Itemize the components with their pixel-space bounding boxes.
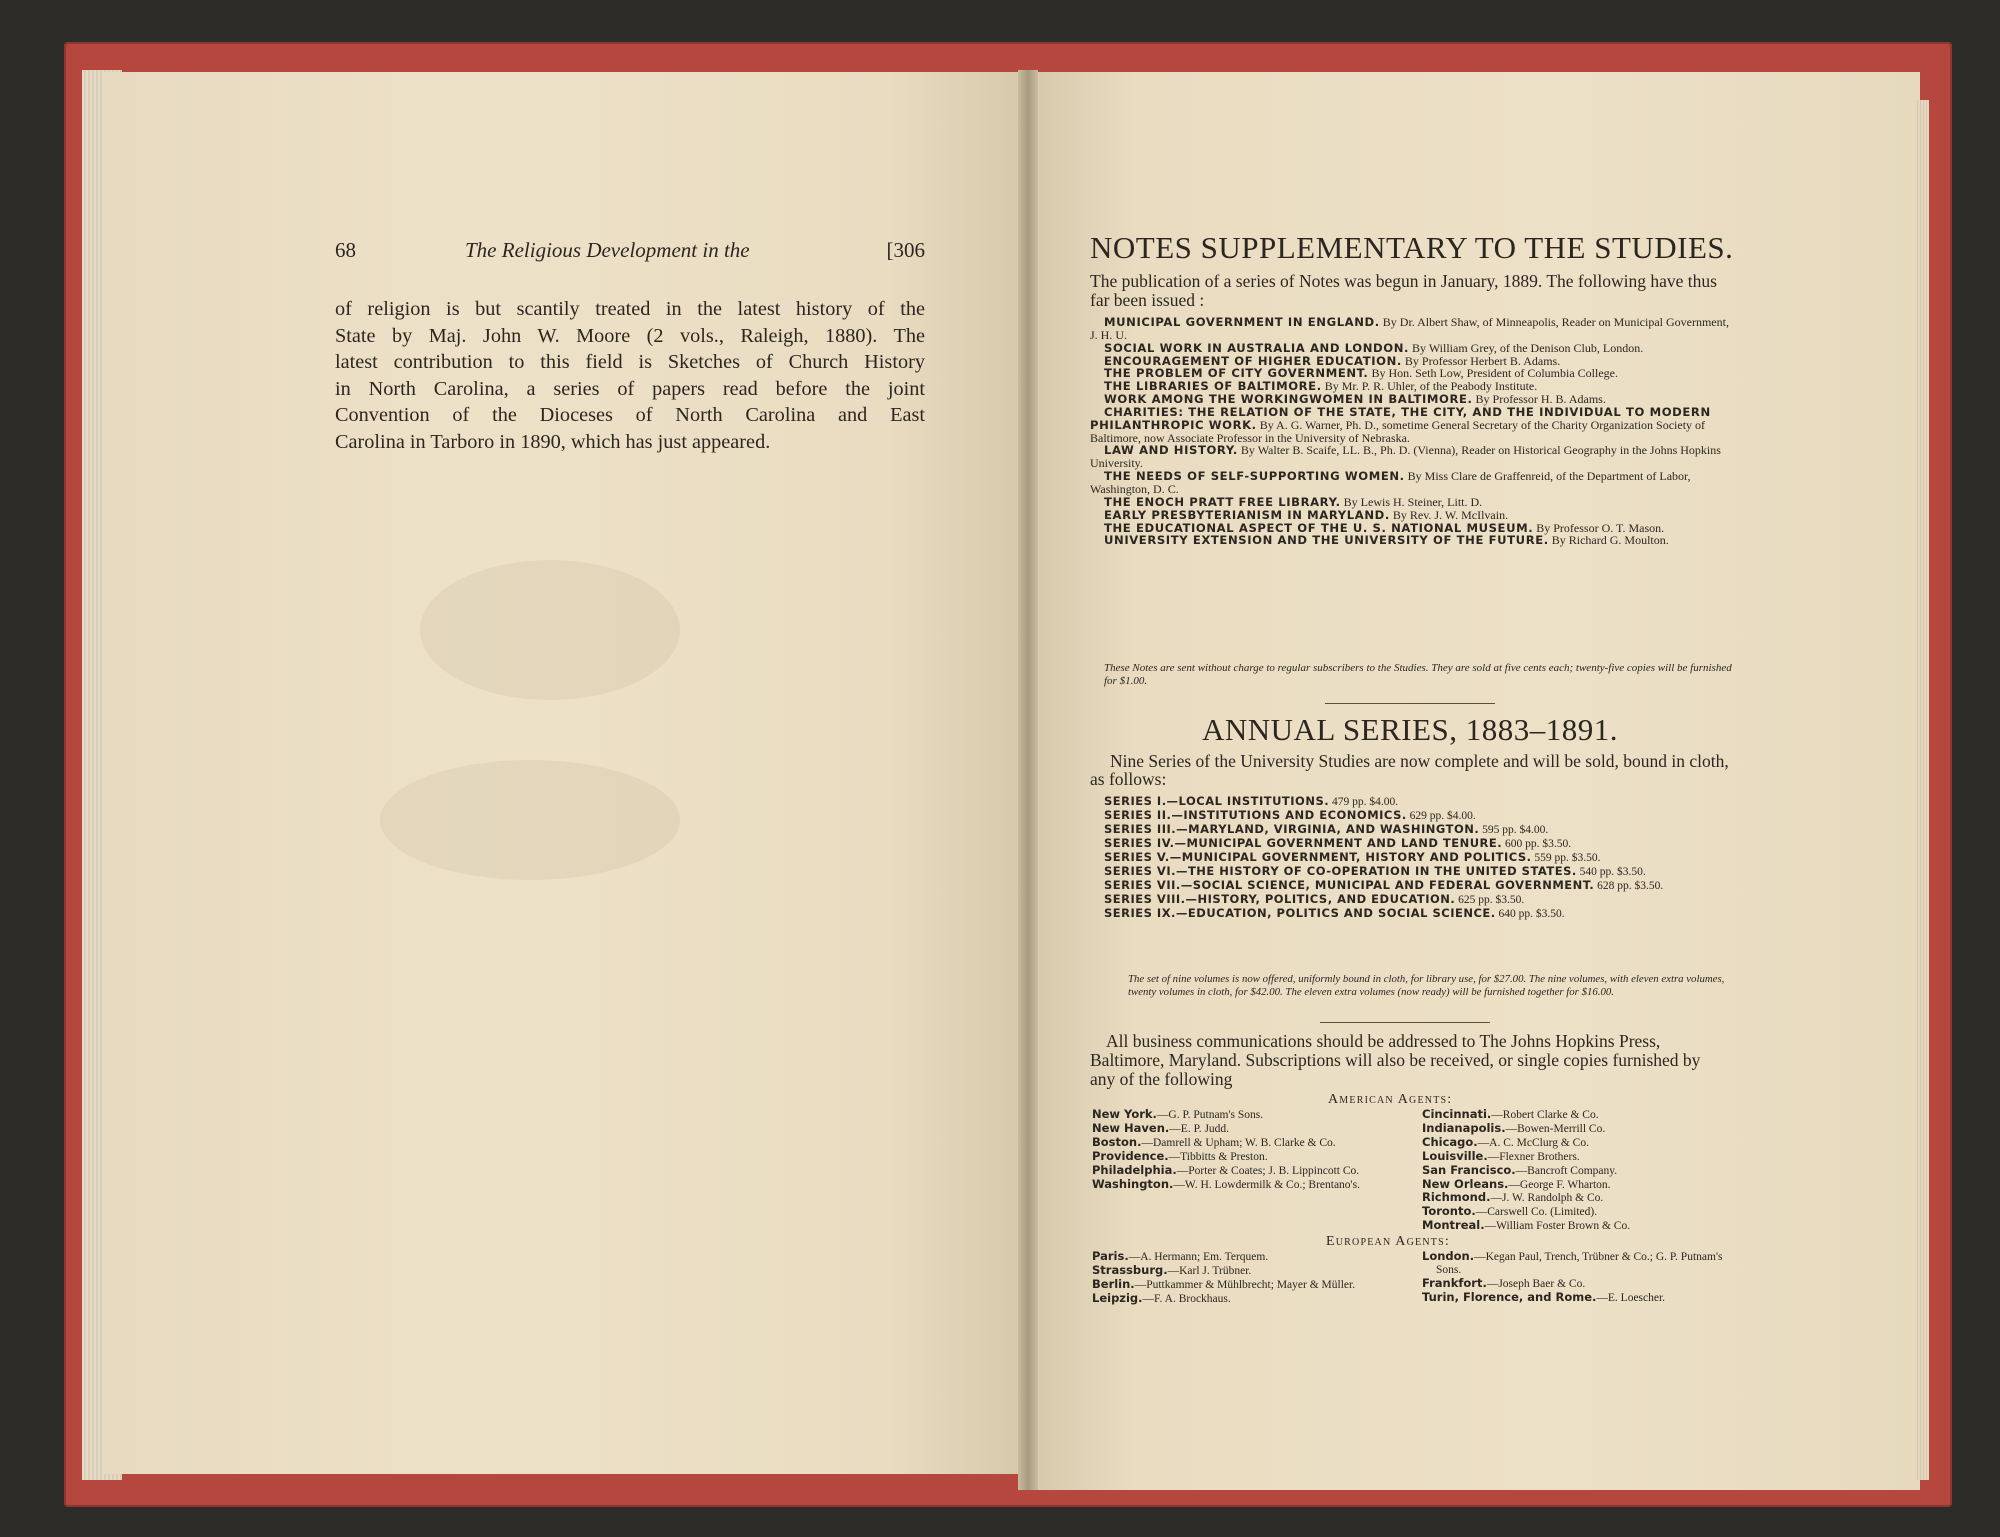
agent-entry xyxy=(1092,1150,1412,1164)
series-entry xyxy=(1090,809,1730,823)
running-head xyxy=(335,238,925,268)
series-title: SERIES IV.—MUNICIPAL GOVERNMENT AND LAND TENURE. xyxy=(1104,836,1503,850)
american-agents-heading: American Agents: xyxy=(1328,1092,1453,1107)
agent-entry xyxy=(1092,1264,1412,1278)
agent-entry xyxy=(1422,1277,1742,1291)
series-detail: 625 pp. $3.50. xyxy=(1458,894,1525,906)
agent-city: Philadelphia. xyxy=(1092,1162,1177,1177)
body-line: State by Maj. John W. Moore (2 vols., Raleigh, 1880). The xyxy=(335,324,925,347)
note-title: THE EDUCATIONAL ASPECT OF THE U. S. NATIONAL MUSEUM. xyxy=(1104,520,1534,535)
agent-entry xyxy=(1092,1122,1412,1136)
agent-name: —William Foster Brown & Co. xyxy=(1484,1220,1631,1233)
note-entry xyxy=(1090,534,1730,547)
note-title: WORK AMONG THE WORKINGWOMEN IN BALTIMORE. xyxy=(1104,392,1473,407)
agent-name: —A. C. McClurg & Co. xyxy=(1477,1136,1589,1149)
notes-list xyxy=(1090,316,1730,547)
european-agents-heading: European Agents: xyxy=(1326,1234,1450,1249)
series-entry xyxy=(1090,837,1730,851)
note-title: LAW AND HISTORY. xyxy=(1104,443,1238,458)
running-title: The Religious Development in the xyxy=(465,238,750,262)
note-entry xyxy=(1090,470,1730,496)
agent-city: Leipzig. xyxy=(1092,1290,1143,1305)
page-stain xyxy=(420,560,680,700)
agent-city: Frankfort. xyxy=(1422,1275,1487,1290)
note-detail: By Rev. J. W. McIlvain. xyxy=(1392,507,1509,522)
european-agents-right xyxy=(1422,1250,1742,1305)
series-title: SERIES II.—INSTITUTIONS AND ECONOMICS. xyxy=(1104,808,1407,822)
agent-city: Paris. xyxy=(1092,1249,1129,1263)
agent-name: —W. H. Lowdermilk & Co.; Brentano's. xyxy=(1173,1178,1360,1191)
note-title: THE LIBRARIES OF BALTIMORE. xyxy=(1104,379,1322,394)
agent-city: New Haven. xyxy=(1092,1120,1170,1135)
series-title: SERIES IX.—EDUCATION, POLITICS AND SOCIAL SCIENCE. xyxy=(1104,906,1496,920)
series-footer: The set of nine volumes is now offered, uniformly bound in cloth, for library use, for $27.00. The nine volumes, with eleven extra volumes, twenty volumes in cloth, for $42.00. The eleven extra volumes (now ready) will be furnished together for $16.00. xyxy=(1128,973,1725,998)
agent-name: —F. A. Brockhaus. xyxy=(1142,1292,1231,1305)
agent-city: London. xyxy=(1422,1249,1475,1263)
agent-entry xyxy=(1092,1178,1412,1192)
body-line: Carolina in Tarboro in 1890, which has just appeared. xyxy=(335,430,771,453)
series-detail: 479 pp. $4.00. xyxy=(1331,796,1399,808)
annual-intro: Nine Series of the University Studies are now complete and will be sold, bound in cloth, as follows: xyxy=(1090,751,1729,789)
note-detail: By Mr. P. R. Uhler, of the Peabody Institute. xyxy=(1324,379,1538,394)
note-detail: By Walter B. Scaife, LL. B., Ph. D. (Vienna), Reader on Historical Geography in the Johns Hopkins University. xyxy=(1090,443,1721,471)
series-entry xyxy=(1090,823,1730,837)
note-entry xyxy=(1090,316,1730,342)
body-line: Convention of the Dioceses of North Carolina and East xyxy=(335,404,925,426)
note-detail: By Professor Herbert B. Adams. xyxy=(1404,353,1561,368)
page-number: 68 xyxy=(335,238,356,262)
series-entry xyxy=(1090,907,1730,921)
series-title: SERIES VIII.—HISTORY, POLITICS, AND EDUCATION. xyxy=(1104,892,1456,906)
series-detail: 640 pp. $3.50. xyxy=(1498,908,1565,920)
european-agents-left xyxy=(1092,1250,1412,1306)
divider-rule xyxy=(1325,703,1495,704)
agent-entry xyxy=(1422,1291,1742,1305)
agent-name: —Carswell Co. (Limited). xyxy=(1475,1206,1598,1219)
notes-footer: These Notes are sent without charge to regular subscribers to the Studies. They are sold at five cents each; twenty-five copies will be furnished for $1.00. xyxy=(1104,662,1732,687)
agent-city: Richmond. xyxy=(1422,1190,1491,1205)
agent-city: Turin, Florence, and Rome. xyxy=(1422,1289,1597,1304)
agent-name: —Joseph Baer & Co. xyxy=(1486,1277,1586,1290)
annual-heading: ANNUAL SERIES, 1883–1891. xyxy=(1201,712,1619,747)
note-title: CHARITIES: THE RELATION OF THE STATE, THE CITY, AND THE INDIVIDUAL TO MODERN PHILANTHROPIC WORK. xyxy=(1090,404,1711,432)
series-detail: 600 pp. $3.50. xyxy=(1505,838,1572,850)
agent-entry xyxy=(1422,1122,1742,1136)
note-detail: By Hon. Seth Low, President of Columbia College. xyxy=(1371,366,1618,381)
note-entry xyxy=(1090,444,1730,470)
note-title: ENCOURAGEMENT OF HIGHER EDUCATION. xyxy=(1104,353,1402,368)
agent-name: —A. Hermann; Em. Terquem. xyxy=(1128,1251,1269,1263)
agent-entry xyxy=(1422,1136,1742,1150)
note-title: EARLY PRESBYTERIANISM IN MARYLAND. xyxy=(1104,507,1390,522)
agent-city: Strassburg. xyxy=(1092,1262,1168,1277)
agent-city: New Orleans. xyxy=(1422,1176,1509,1191)
agent-city: Montreal. xyxy=(1422,1218,1485,1233)
note-detail: By Miss Clare de Graffenreid, of the Department of Labor, Washington, D. C. xyxy=(1090,469,1691,496)
note-detail: By Professor O. T. Mason. xyxy=(1536,520,1665,535)
agent-entry xyxy=(1422,1150,1742,1164)
agent-name: —G. P. Putnam's Sons. xyxy=(1156,1109,1264,1121)
note-title: THE ENOCH PRATT FREE LIBRARY. xyxy=(1104,494,1341,509)
agent-entry xyxy=(1422,1219,1742,1233)
agent-city: Berlin. xyxy=(1092,1276,1135,1291)
agent-entry xyxy=(1092,1250,1412,1264)
body-line: in North Carolina, a series of papers read before the joint xyxy=(335,377,925,400)
bracket-number: [306 xyxy=(886,238,925,262)
series-entry xyxy=(1090,893,1730,907)
series-title: SERIES I.—LOCAL INSTITUTIONS. xyxy=(1104,794,1330,808)
note-detail: By Dr. Albert Shaw, of Minneapolis, Reader on Municipal Government, J. H. U. xyxy=(1090,315,1729,342)
note-detail: By A. G. Warner, Ph. D., sometime General Secretary of the Charity Organization Society of Baltimore, now Associate Professor in the University of Nebraska. xyxy=(1090,417,1706,445)
series-entry xyxy=(1090,879,1730,893)
series-detail: 629 pp. $4.00. xyxy=(1409,810,1476,822)
agent-city: Washington. xyxy=(1092,1176,1174,1191)
agent-name: —Bowen-Merrill Co. xyxy=(1505,1122,1606,1135)
agent-name: —E. Loescher. xyxy=(1596,1291,1666,1304)
series-list xyxy=(1090,795,1730,921)
agent-name: —Bancroft Company. xyxy=(1515,1164,1618,1177)
note-title: SOCIAL WORK IN AUSTRALIA AND LONDON. xyxy=(1104,340,1410,355)
american-agents-left xyxy=(1092,1108,1412,1191)
agent-city: Cincinnati. xyxy=(1422,1107,1492,1121)
agent-entry xyxy=(1092,1278,1412,1292)
note-detail: By Professor H. B. Adams. xyxy=(1475,392,1606,407)
note-title: MUNICIPAL GOVERNMENT IN ENGLAND. xyxy=(1104,315,1380,329)
agent-city: Chicago. xyxy=(1422,1134,1478,1149)
agent-name: —Robert Clarke & Co. xyxy=(1491,1109,1599,1121)
notes-heading: NOTES SUPPLEMENTARY TO THE STUDIES. xyxy=(1090,230,1734,265)
note-entry xyxy=(1090,393,1730,406)
agent-entry xyxy=(1092,1108,1412,1122)
page-edges-right xyxy=(1915,100,1929,1480)
series-detail: 540 pp. $3.50. xyxy=(1579,866,1646,878)
divider-rule xyxy=(1320,1022,1490,1023)
business-note: All business communications should be addressed to The Johns Hopkins Press, Baltimore, Maryland. Subscriptions will also be received, or single copies furnished by any of the following xyxy=(1090,1031,1701,1089)
series-entry xyxy=(1090,851,1730,865)
agent-name: —Karl J. Trübner. xyxy=(1167,1264,1252,1277)
agent-name: —Porter & Coates; J. B. Lippincott Co. xyxy=(1176,1164,1360,1177)
note-detail: By Richard G. Moulton. xyxy=(1551,533,1669,548)
series-entry xyxy=(1090,795,1730,809)
agent-entry xyxy=(1422,1191,1742,1205)
notes-intro: The publication of a series of Notes was begun in January, 1889. The following have thus far been issued : xyxy=(1090,271,1717,310)
agent-name: —Flexner Brothers. xyxy=(1487,1150,1580,1163)
agent-city: San Francisco. xyxy=(1422,1162,1516,1177)
agent-entry xyxy=(1092,1164,1412,1178)
agent-city: Indianapolis. xyxy=(1422,1120,1506,1135)
agent-entry xyxy=(1092,1136,1412,1150)
note-entry xyxy=(1090,406,1730,445)
note-detail: By Lewis H. Steiner, Litt. D. xyxy=(1343,494,1483,509)
series-title: SERIES VI.—THE HISTORY OF CO-OPERATION IN THE UNITED STATES. xyxy=(1104,864,1577,878)
series-title: SERIES V.—MUNICIPAL GOVERNMENT, HISTORY AND POLITICS. xyxy=(1104,850,1532,864)
agent-entry xyxy=(1422,1250,1742,1277)
series-detail: 628 pp. $3.50. xyxy=(1597,880,1664,892)
note-title: THE PROBLEM OF CITY GOVERNMENT. xyxy=(1104,366,1369,381)
agent-city: New York. xyxy=(1092,1107,1157,1121)
agent-entry xyxy=(1422,1205,1742,1219)
note-detail: By William Grey, of the Denison Club, London. xyxy=(1412,340,1644,355)
agent-city: Louisville. xyxy=(1422,1148,1488,1163)
agent-entry xyxy=(1092,1292,1412,1306)
note-title: THE NEEDS OF SELF-SUPPORTING WOMEN. xyxy=(1104,469,1405,484)
series-title: SERIES VII.—SOCIAL SCIENCE, MUNICIPAL AND FEDERAL GOVERNMENT. xyxy=(1104,878,1595,892)
agent-name: —George F. Wharton. xyxy=(1508,1178,1611,1191)
agent-name: —Kegan Paul, Trench, Trübner & Co.; G. P. Putnam's Sons. xyxy=(1436,1251,1723,1276)
agent-entry xyxy=(1422,1164,1742,1178)
series-title: SERIES III.—MARYLAND, VIRGINIA, AND WASHINGTON. xyxy=(1104,822,1480,836)
page-stain xyxy=(380,760,680,880)
agent-city: Toronto. xyxy=(1422,1204,1476,1219)
agent-name: —Puttkammer & Mühlbrecht; Mayer & Müller. xyxy=(1134,1278,1356,1291)
body-line: latest contribution to this field is Sketches of Church History xyxy=(335,351,925,373)
agent-name: —Damrell & Upham; W. B. Clarke & Co. xyxy=(1141,1136,1336,1149)
agent-name: —Tibbitts & Preston. xyxy=(1168,1150,1268,1163)
agent-entry xyxy=(1422,1178,1742,1192)
agent-name: —J. W. Randolph & Co. xyxy=(1490,1192,1604,1205)
agent-entry xyxy=(1422,1108,1742,1122)
series-detail: 559 pp. $3.50. xyxy=(1534,852,1601,864)
book-gutter xyxy=(1018,70,1038,1490)
agent-city: Boston. xyxy=(1092,1134,1142,1149)
agent-name: —E. P. Judd. xyxy=(1169,1122,1230,1135)
agent-city: Providence. xyxy=(1092,1148,1169,1163)
note-title: UNIVERSITY EXTENSION AND THE UNIVERSITY OF THE FUTURE. xyxy=(1104,533,1549,548)
series-entry xyxy=(1090,865,1730,879)
american-agents-right xyxy=(1422,1108,1742,1233)
series-detail: 595 pp. $4.00. xyxy=(1482,824,1549,836)
left-body-text xyxy=(335,296,925,455)
body-line: of religion is but scantily treated in the latest history of the xyxy=(335,298,925,320)
